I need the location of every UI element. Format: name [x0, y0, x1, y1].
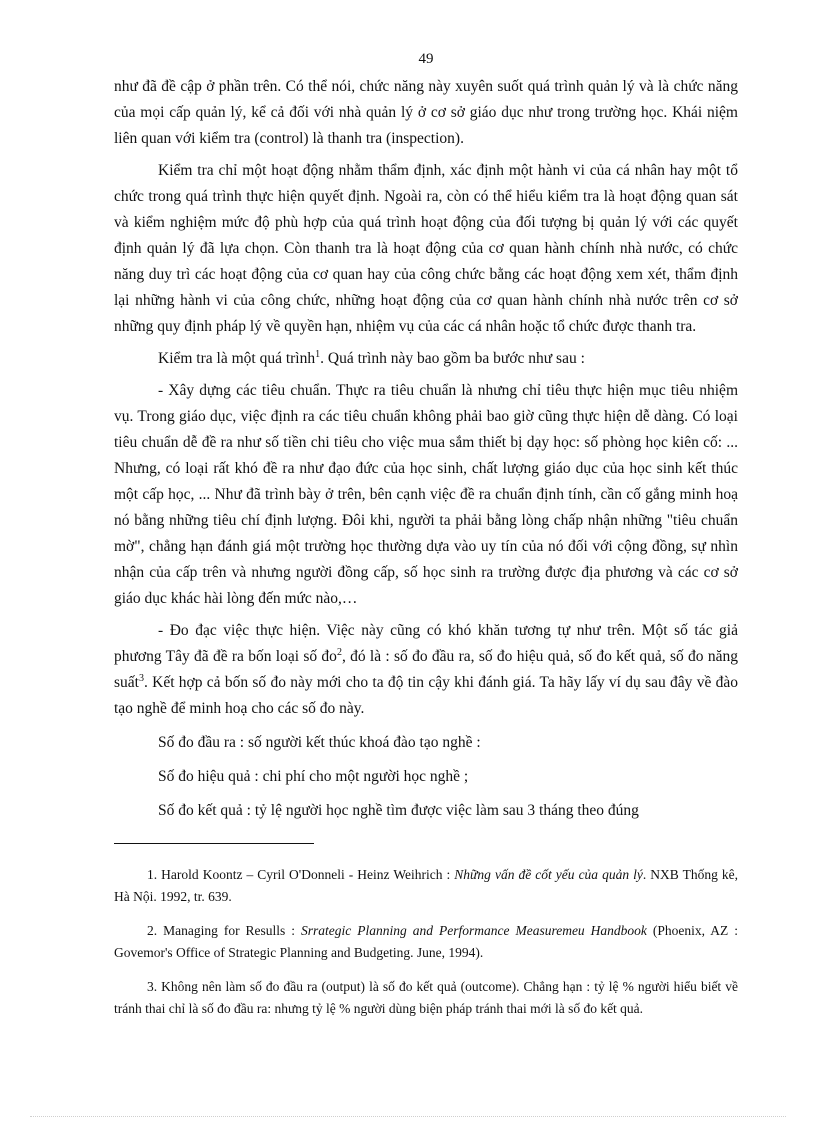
page-number: 49: [418, 51, 434, 67]
paragraph-5-text-a: - Đo đạc việc thực hiện. Việc này cũng có khó khăn tương tự như trên. Một số tác giả phương Tây đã đề ra bốn loại số đo: [114, 622, 738, 665]
footnotes: [114, 864, 738, 1020]
body-text: [114, 74, 738, 824]
page-bottom-border: [30, 1116, 786, 1117]
paragraph-1: như đã đề cập ở phần trên. Có thể nói, chức năng này xuyên suốt quá trình quản lý và là chức năng của mọi cấp quản lý, kể cả đối với nhà quản lý ở cơ sở giáo dục như trong trường học. Khái niệm liên quan với kiểm tra (control) là thanh tra (inspection).: [114, 78, 738, 147]
footnote-1-text-b: . NXB Thống kê, Hà Nội. 1992, tr. 639.: [114, 867, 739, 904]
footnote-ref-2: 2: [336, 646, 342, 658]
footnote-3: 3. Không nên làm số đo đầu ra (output) là số đo kết quả (outcome). Chẳng hạn : tỷ lệ % người hiểu biết về tránh thai chỉ là số đo đầu ra: nhưng tỷ lệ % người dùng biện pháp tránh thai mới là số đo kết quả.: [114, 979, 738, 1016]
paragraph-5-text-c: . Kết hợp cả bốn số đo này mới cho ta độ tin cậy khi đánh giá. Ta hãy lấy ví dụ sau đây về đào tạo nghề để minh hoạ cho các số đo này.: [114, 674, 738, 717]
footnote-1-text-a: 1. Harold Koontz – Cyril O'Donneli - Heinz Weihrich :: [147, 867, 455, 882]
footnote-ref-1: 1: [315, 348, 321, 360]
footnote-2-text-a: 2. Managing for Resulls :: [147, 923, 302, 938]
paragraph-2: Kiểm tra chỉ một hoạt động nhằm thẩm định, xác định một hành vi của cá nhân hay một tổ chức trong quá trình thực hiện quyết định. Ngoài ra, còn có thể hiểu kiểm tra là hoạt động quan sát và kiểm nghiệm mức độ phù hợp của quá trình hoạt động của đối tượng bị quản lý với các quyết định quản lý đã lựa chọn. Còn thanh tra là hoạt động của cơ quan hành chính nhà nước, có chức năng duy trì các hoạt động của cơ quan hay của công chức bằng các hoạt động xem xét, thẩm định lại những hành vi của công chức, những hoạt động của cơ quan hành chính nhà nước trên cơ sở những quy định pháp lý về quyền hạn, nhiệm vụ của các cá nhân hoặc tổ chức được thanh tra.: [114, 162, 738, 335]
footnote-2: [114, 920, 738, 964]
paragraph-3-text-b: . Quá trình này bao gồm ba bước như sau :: [320, 350, 585, 367]
paragraph-3-text-a: Kiểm tra là một quá trình: [158, 350, 316, 367]
footnote-1-title: Những vấn đề cốt yếu của quản lý: [454, 867, 643, 882]
paragraph-3: [114, 346, 738, 372]
paragraph-4: - Xây dựng các tiêu chuẩn. Thực ra tiêu chuẩn là nhưng chỉ tiêu thực hiện mục tiêu nhiệm vụ. Trong giáo dục, việc định ra các tiêu chuẩn không phải bao giờ cũng thực hiện dễ dàng. Có loại tiêu chuẩn dễ đề ra như số tiền chi tiêu cho việc mua sắm thiết bị dạy học: số phòng học kiên cố: ... Nhưng, có loại rất khó đề ra như đạo đức của học sinh, chất lượng giáo dục của học sinh kết thúc một cấp học, ... Như đã trình bày ở trên, bên cạnh việc đề ra chuẩn định tính, cần cố gắng minh hoạ nó bằng những tiêu chí định lượng. Đôi khi, người ta phải bằng lòng chấp nhận những "tiêu chuẩn mờ", chẳng hạn đánh giá một trường học thường dựa vào uy tín của nó đối với cộng đồng, sự nhìn nhận của cấp trên và nhưng người đồng cấp, số học sinh ra trường được địa phương và các cơ sở giáo dục khác hài lòng đến mức nào,…: [114, 382, 738, 607]
footnote-1: [114, 864, 738, 908]
paragraph-6: Số đo đầu ra : số người kết thúc khoá đào tạo nghề :: [158, 734, 481, 751]
paragraph-5: [114, 618, 738, 722]
paragraph-8: Số đo kết quả : tỷ lệ người học nghề tìm được việc làm sau 3 tháng theo đúng: [158, 802, 639, 819]
paragraph-5-text-b: , đó là : số đo đầu ra, số đo hiệu quả, số đo kết quả, số đo năng suất: [114, 648, 738, 691]
footnote-ref-3: 3: [138, 672, 144, 684]
paragraph-7: Số đo hiệu quả : chi phí cho một người học nghề ;: [158, 768, 469, 785]
footnote-separator: [114, 843, 314, 844]
footnote-2-text-b: (Phoenix, AZ : Govemor's Office of Strategic Planning and Budgeting. June, 1994).: [114, 923, 738, 960]
footnote-2-title: Srrategic Planning and Performance Measuremeu Handbook: [301, 923, 647, 938]
